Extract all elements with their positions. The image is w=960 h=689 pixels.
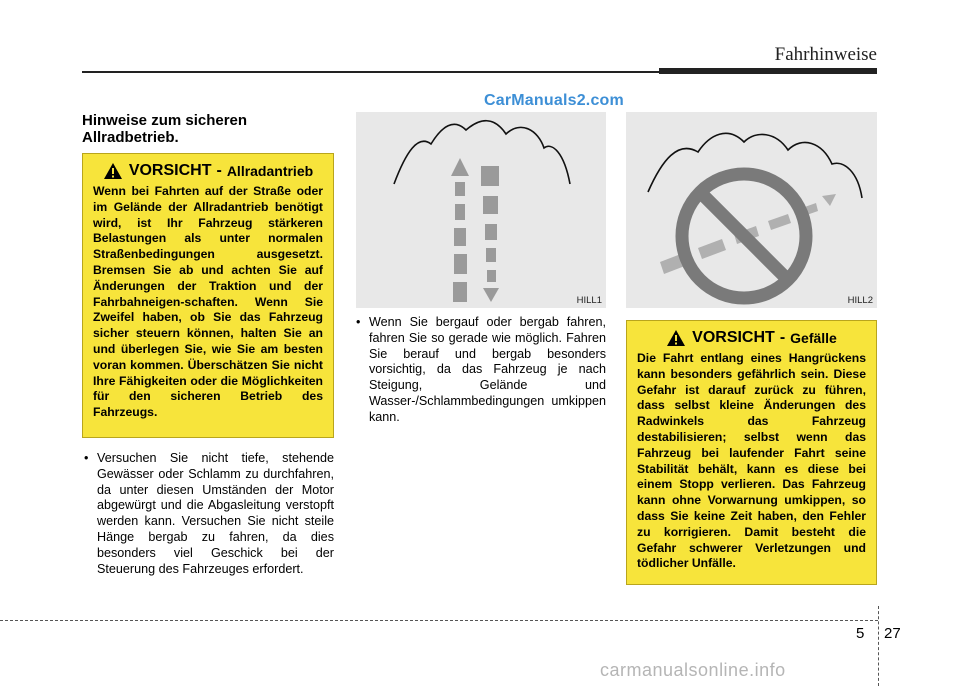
bullet-text: Versuchen Sie nicht tiefe, stehende Gewässer oder Schlamm zu durchfahren, da unter diesen Umständen der Motor abgewürgt und die Abgasleitung verstopft werden kann. Versuchen Sie nicht steile Hänge bergab zu fahren, da dies besonders viel Geschick bei der Steuerung des Fahrzeuges erfordert. — [97, 451, 334, 576]
page-number: 27 — [884, 625, 901, 642]
warning-text: Die Fahrt entlang eines Hangrückens kann besonders gefährlich sein. Diese Gefahr ist darauf zurück zu führen, dass selbst kleine Änderungen des Radwinkels das Fahrzeug destabilisieren; selbst wenn das Fahrzeug bei laufender Fahrt seine Stabilität behält, kann es diese bei einem Stopp verlieren. Das Fahrzeug kann ohne Vorwarnung umkippen, so dass Sie keine Zeit haben, den Fehler zu korrigieren. Damit besteht die Gefahr schwerer Verletzungen und tödlicher Unfälle. — [637, 351, 866, 571]
warning-text: Wenn bei Fahrten auf der Straße oder im Gelände der Allradantrieb benötigt wird, ist Ihr Fahrzeug stärkeren Belastungen als unter normalen Straßenbedingungen ausgesetzt. Bremsen Sie ab und achten Sie auf Änderungen der Traktion und der Fahrbahneigen-schaften. Wenn Sie Zweifel haben, ob Sie das Fahrzeug sicher steuern können, halten Sie an und überlegen Sie, wie Sie am besten voran kommen. Überschätzen Sie nicht Ihre Fähigkeiten oder die Möglichkeiten für den sicheren Betrieb des Fahrzeugs. — [93, 184, 323, 420]
figure-label: HILL2 — [847, 295, 873, 306]
warning-word: VORSICHT — [128, 162, 212, 179]
chapter-number: 5 — [856, 625, 865, 642]
bullet-deep-water — [84, 451, 334, 577]
warning-dash: - — [779, 329, 786, 346]
figure-label: HILL1 — [576, 295, 602, 306]
chapter-title: Fahrhinweise — [774, 44, 877, 65]
watermark-bottom: carmanualsonline.info — [600, 660, 786, 680]
header-rule-accent — [659, 68, 877, 74]
hill-diagonal-prohibited-icon — [626, 112, 877, 308]
warning-title — [637, 329, 866, 347]
warning-word: VORSICHT — [692, 329, 775, 346]
hill-straight-arrows-icon — [356, 112, 606, 308]
bullet-symbol: • — [356, 315, 361, 329]
page-number-separator — [878, 606, 879, 686]
bullet-text: Wenn Sie bergauf oder bergab fahren, fahren Sie so gerade wie möglich. Fahren Sie berauf und bergab besonders vorsichtig, da das Fahrzeug je nach Steigung, Gelände und Wasser-/Schlammbedingungen umkippen kann. — [369, 315, 606, 424]
warning-subject: Gefälle — [790, 330, 837, 346]
warning-triangle-icon — [666, 329, 686, 347]
watermark-top: CarManuals2.com — [484, 92, 624, 109]
bullet-uphill-downhill — [356, 315, 606, 426]
figure-hill1 — [356, 112, 606, 308]
warning-dash: - — [216, 162, 222, 179]
warning-triangle-icon — [103, 162, 123, 180]
warning-box-awd — [82, 153, 334, 438]
header-rule — [82, 71, 659, 73]
figure-hill2 — [626, 112, 877, 308]
bullet-symbol: • — [84, 451, 89, 465]
section-heading: Hinweise zum sicheren Allradbetrieb. — [82, 112, 248, 146]
footer-rule — [0, 620, 878, 621]
warning-title — [93, 162, 323, 180]
warning-box-slope — [626, 320, 877, 585]
warning-subject: Allradantrieb — [226, 163, 314, 179]
